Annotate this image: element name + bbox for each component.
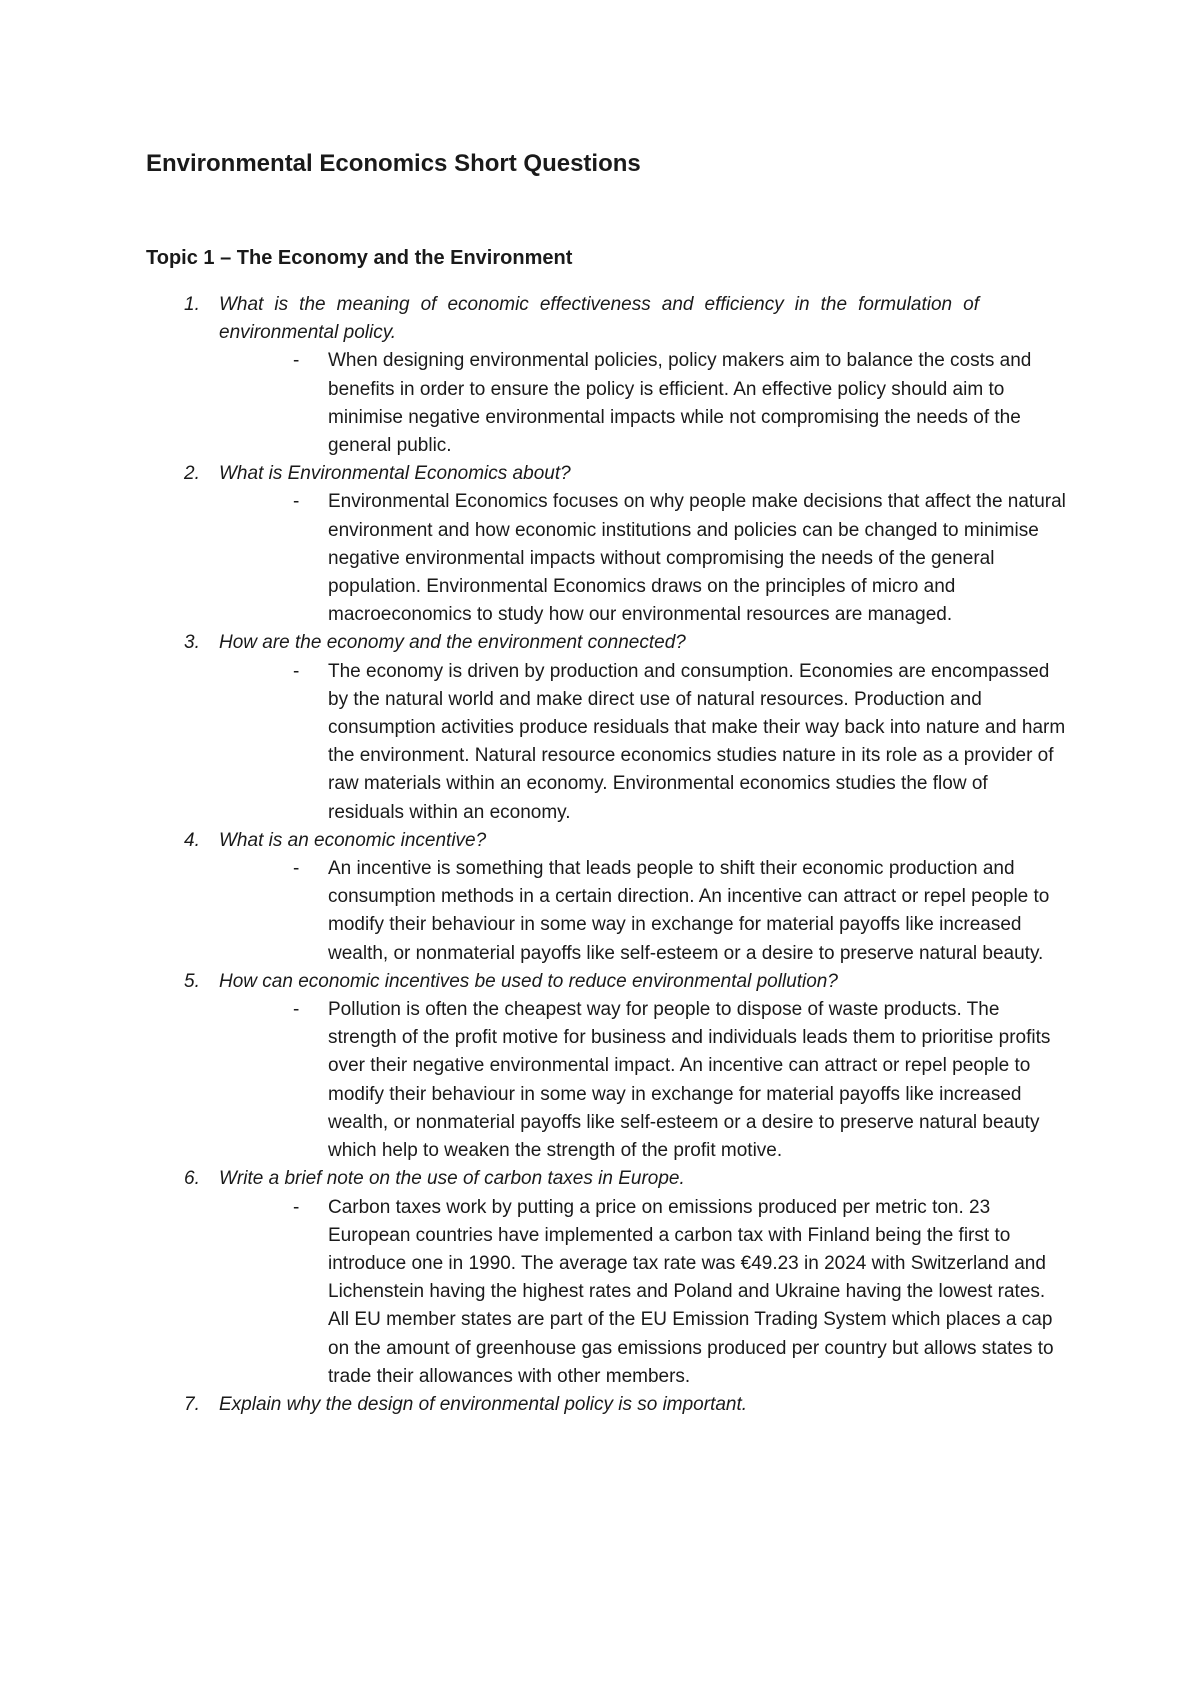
- bullet-dash: -: [293, 1196, 300, 1218]
- question-number: 3.: [184, 632, 200, 654]
- question-number: 1.: [184, 294, 200, 315]
- answer-text: An incentive is something that leads people to shift their economic production and consumption methods in a certain direction. An incentive can attract or repel people to modify their behaviour in some way in exchange for material payoffs like increased wealth, or nonmaterial payoffs like self-esteem or a desire to preserve natural beauty.: [328, 858, 1050, 964]
- question-item: [0, 968, 1200, 1165]
- bullet-dash: -: [293, 660, 300, 682]
- bullet-dash: -: [293, 350, 300, 372]
- question-number: 2.: [184, 463, 200, 485]
- answer-text: When designing environmental policies, policy makers aim to balance the costs and benefits in order to ensure the policy is efficient. An effective policy should aim to minimise negative environmental impacts while not compromising the needs of the general public.: [328, 350, 1032, 457]
- question-text: Write a brief note on the use of carbon taxes in Europe.: [219, 1168, 685, 1190]
- answer-line: [0, 1194, 1068, 1391]
- answer-line: [0, 488, 1068, 629]
- question-line: [0, 1165, 979, 1193]
- topic-heading: Topic 1 – The Economy and the Environment: [146, 247, 573, 269]
- question-text: Explain why the design of environmental policy is so important.: [219, 1393, 748, 1415]
- bullet-dash: -: [293, 999, 300, 1021]
- question-item: [0, 291, 1200, 460]
- question-number: 6.: [184, 1168, 200, 1190]
- answer-line: [0, 855, 1068, 968]
- question-item: [0, 827, 1200, 968]
- question-text: How can economic incentives be used to reduce environmental pollution?: [219, 970, 838, 992]
- answer-line: [0, 347, 1068, 460]
- question-line: [0, 827, 979, 855]
- question-line: [0, 291, 979, 347]
- question-line: [0, 1391, 979, 1419]
- bullet-dash: -: [293, 491, 300, 513]
- document-title: Environmental Economics Short Questions: [146, 150, 641, 177]
- question-list: [0, 291, 1200, 1419]
- question-number: 7.: [184, 1393, 200, 1415]
- answer-line: [0, 658, 1068, 827]
- question-line: [0, 968, 979, 996]
- bullet-dash: -: [293, 858, 300, 880]
- question-text: What is the meaning of economic effectiveness and efficiency in the formulation of environmental policy.: [219, 294, 979, 344]
- answer-text: Pollution is often the cheapest way for people to dispose of waste products. The strength of the profit motive for business and individuals leads them to prioritise profits over their negative environmental impact. An incentive can attract or repel people to modify their behaviour in some way in exchange for material payoffs like increased wealth, or nonmaterial payoffs like self-esteem or a desire to preserve natural beauty which help to weaken the strength of the profit motive.: [328, 999, 1051, 1162]
- question-number: 5.: [184, 970, 200, 992]
- answer-text: Environmental Economics focuses on why people make decisions that affect the natural environment and how economic institutions and policies can be changed to minimise negative environmental impacts without compromising the needs of the general population. Environmental Economics draws on the principles of micro and macroeconomics to study how our environmental resources are managed.: [328, 491, 1066, 626]
- question-text: How are the economy and the environment connected?: [219, 632, 686, 654]
- question-text: What is Environmental Economics about?: [219, 463, 571, 485]
- question-line: [0, 460, 979, 488]
- question-text: What is an economic incentive?: [219, 829, 487, 851]
- question-item: [0, 1165, 1200, 1391]
- answer-text: The economy is driven by production and consumption. Economies are encompassed by the natural world and make direct use of natural resources. Production and consumption activities produce residuals that make their way back into nature and harm the environment. Natural resource economics studies nature in its role as a provider of raw materials within an economy. Environmental economics studies the flow of residuals within an economy.: [328, 660, 1066, 823]
- question-line: [0, 629, 979, 657]
- answer-line: [0, 996, 1068, 1165]
- question-item: [0, 629, 1200, 826]
- question-number: 4.: [184, 829, 200, 851]
- question-item: [0, 460, 1200, 629]
- question-item: [0, 1391, 1200, 1419]
- answer-text: Carbon taxes work by putting a price on emissions produced per metric ton. 23 European countries have implemented a carbon tax with Finland being the first to introduce one in 1990. The average tax rate was €49.23 in 2024 with Switzerland and Lichenstein having the highest rates and Poland and Ukraine having the lowest rates. All EU member states are part of the EU Emission Trading System which places a cap on the amount of greenhouse gas emissions produced per country but allows states to trade their allowances with other members.: [328, 1196, 1054, 1387]
